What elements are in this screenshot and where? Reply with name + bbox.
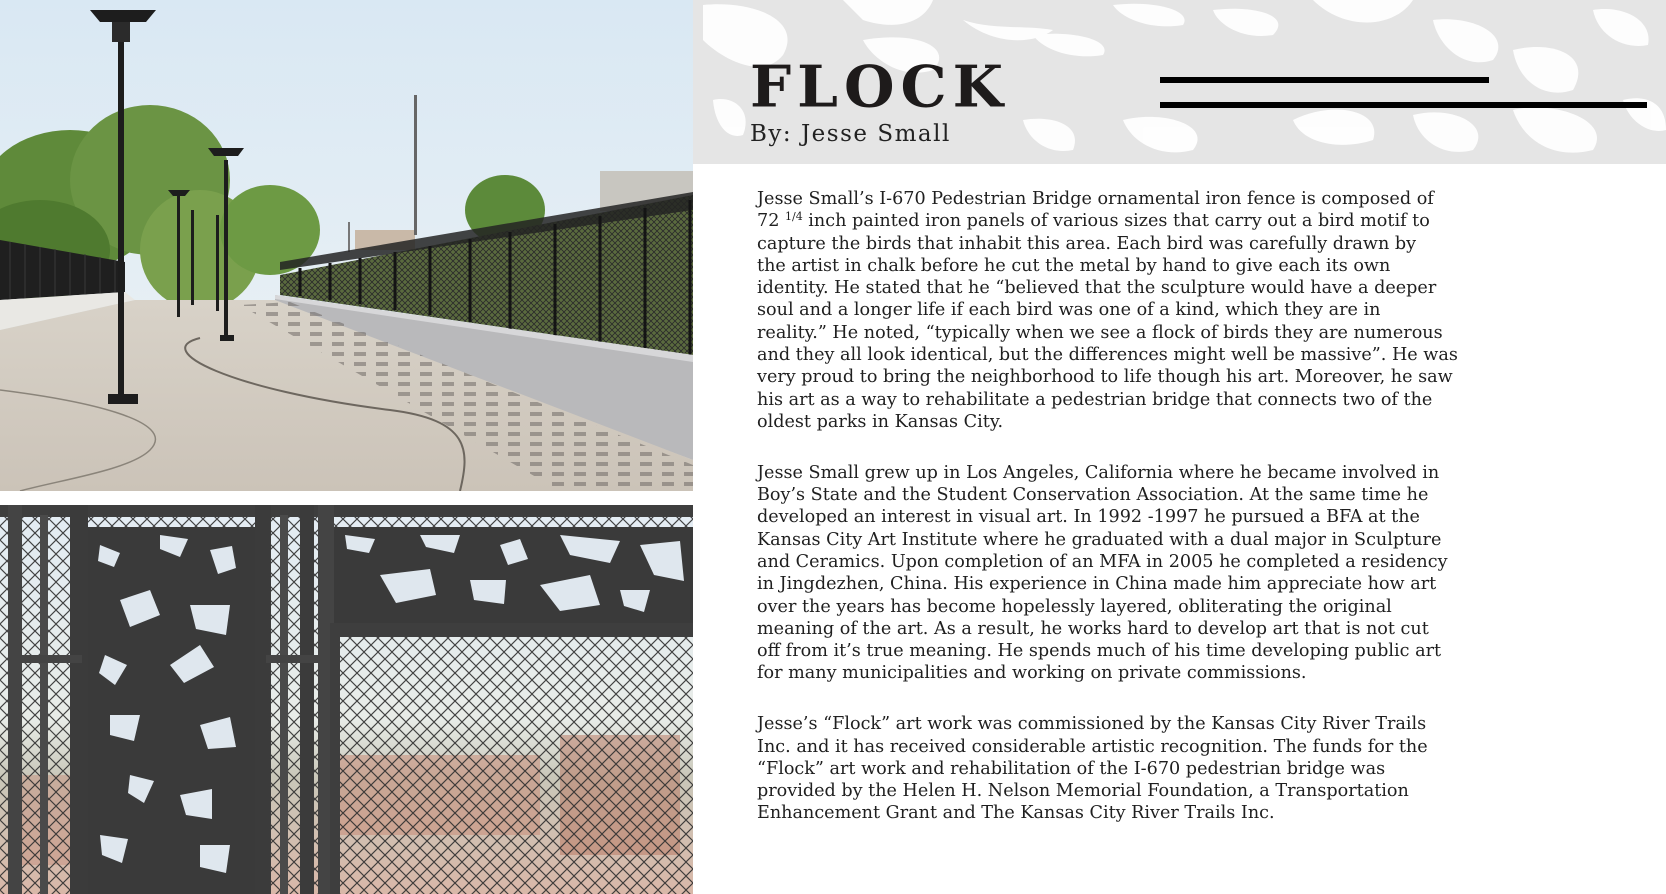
decorative-rule-long xyxy=(1160,102,1647,108)
text-line: “Flock” art work and rehabilitation of the I-670 pedestrian bridge was xyxy=(757,758,1386,779)
decorative-rule-short xyxy=(1160,77,1489,83)
paragraph-artist-biography xyxy=(757,462,1662,685)
text-line: for many municipalities and working on private commissions. xyxy=(757,663,1307,684)
bridge-walkway-illustration xyxy=(0,0,693,491)
text-line: Jesse Small grew up in Los Angeles, California where he became involved in xyxy=(757,462,1440,483)
text-line: very proud to bring the neighborhood to life though his art. Moreover, he saw xyxy=(757,367,1453,388)
text-line: identity. He stated that he “believed that the sculpture would have a deeper xyxy=(757,278,1437,299)
text-line: Jesse’s “Flock” art work was commissioned by the Kansas City River Trails xyxy=(757,714,1427,735)
text-line-rest: inch painted iron panels of various sizes that carry out a bird motif to xyxy=(808,211,1430,232)
text-line: Boy’s State and the Student Conservation Association. At the same time he xyxy=(757,485,1429,506)
page-title: FLOCK xyxy=(750,53,1010,121)
text-line: Jesse Small’s I-670 Pedestrian Bridge ornamental iron fence is composed of xyxy=(757,189,1434,209)
text-line: over the years has become hopelessly layered, obliterating the original xyxy=(757,596,1392,617)
paragraph-bridge-fence xyxy=(757,188,1662,433)
text-line: the artist in chalk before he cut the metal by hand to give each its own xyxy=(757,255,1391,276)
text-line: and Ceramics. Upon completion of an MFA in 2005 he completed a residency xyxy=(757,551,1448,572)
text-line: off from it’s true meaning. He spends much of his time developing public art xyxy=(757,641,1442,662)
text-line: reality.” He noted, “typically when we see a flock of birds they are numerous xyxy=(757,322,1443,343)
text-line: Enhancement Grant and The Kansas City River Trails Inc. xyxy=(757,803,1275,824)
text-line xyxy=(757,210,1662,232)
text-line: Inc. and it has received considerable artistic recognition. The funds for the xyxy=(757,736,1428,757)
text-line: meaning of the art. As a result, he works hard to develop art that is not cut xyxy=(757,618,1429,639)
text-line: Kansas City Art Institute where he graduated with a dual major in Sculpture xyxy=(757,529,1442,550)
paragraph-commission-funding xyxy=(757,713,1662,824)
text-line: and they all look identical, but the differences might well be massive”. He was xyxy=(757,345,1458,366)
text-line: developed an interest in visual art. In 1992 -1997 he pursued a BFA at the xyxy=(757,507,1420,528)
fence-closeup-illustration xyxy=(0,505,693,894)
article-body xyxy=(757,188,1662,853)
measurement-fraction: 1/4 xyxy=(784,210,803,224)
measurement-number: 72 xyxy=(757,211,780,232)
author-byline: By: Jesse Small xyxy=(750,121,951,147)
text-line: his art as a way to rehabilitate a pedestrian bridge that connects two of the xyxy=(757,389,1433,410)
fence-closeup-photo xyxy=(0,505,693,894)
bridge-walkway-photo xyxy=(0,0,693,491)
text-line: oldest parks in Kansas City. xyxy=(757,411,1004,432)
text-line: capture the birds that inhabit this area. Each bird was carefully drawn by xyxy=(757,233,1417,254)
text-line: provided by the Helen H. Nelson Memorial Foundation, a Transportation xyxy=(757,781,1409,802)
text-line: in Jingdezhen, China. His experience in China made him appreciate how art xyxy=(757,574,1437,595)
title-header xyxy=(693,0,1666,164)
text-line: soul and a longer life if each bird was one of a kind, which they are in xyxy=(757,300,1381,321)
